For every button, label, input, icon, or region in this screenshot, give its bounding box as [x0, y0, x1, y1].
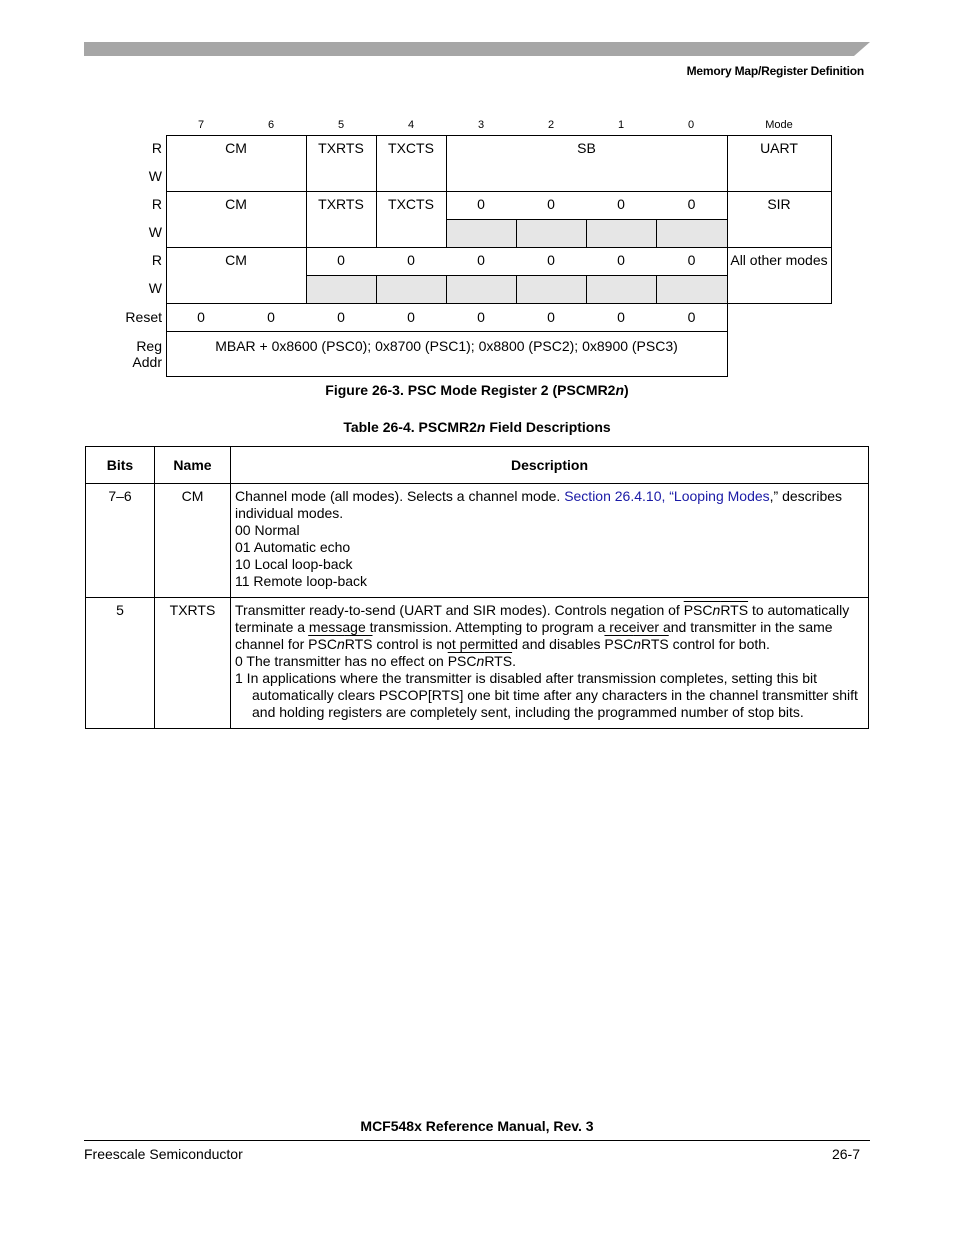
reset-value: 0 — [337, 309, 345, 325]
field-bit2: 0 — [547, 252, 555, 268]
page-number: 26-7 — [831, 1146, 860, 1162]
option-line: 00 Normal — [235, 522, 300, 538]
write-label: W — [148, 280, 162, 296]
option-line: 0 The transmitter has no effect on PSCnRTS. — [235, 653, 516, 669]
field-txrts: TXRTS — [318, 140, 364, 156]
bit-number: 1 — [617, 119, 625, 131]
table-row — [86, 598, 869, 729]
field-bit2: 0 — [547, 196, 555, 212]
field-bit5: 0 — [337, 252, 345, 268]
field-bit0: 0 — [687, 252, 696, 268]
column-header-bits: Bits — [86, 447, 155, 484]
option-line: 10 Local loop-back — [235, 556, 353, 572]
bit-number: 5 — [337, 119, 345, 131]
bits-cell: 5 — [86, 598, 155, 729]
looping-modes-link[interactable]: Section 26.4.10, “Looping Modes — [564, 488, 770, 504]
running-head: Memory Map/Register Definition — [686, 64, 864, 78]
field-bit1: 0 — [617, 196, 625, 212]
bits-cell: 7–6 — [86, 484, 155, 598]
field-descriptions-table — [85, 446, 869, 729]
description-text: Transmitter ready-to-send (UART and SIR modes). Controls negation of PSCnRTS to automatically terminate a message transmission. Attempting to program a receiver and transmitter in the same channel for PSCnRTS control is not permitted and disables PSCnRTS control for both. — [235, 602, 850, 652]
figure-caption: Figure 26-3. PSC Mode Register 2 (PSCMR2n) — [325, 382, 629, 398]
read-label: R — [151, 140, 162, 156]
field-bit4: 0 — [407, 252, 415, 268]
field-txcts: TXCTS — [388, 196, 434, 212]
option-line: 01 Automatic echo — [235, 539, 351, 555]
option-line: 11 Remote loop-back — [235, 573, 368, 589]
signal-pscnrts: PSCnRTS — [308, 636, 373, 652]
register-figure — [0, 0, 954, 380]
table-row — [86, 484, 869, 598]
read-label: R — [151, 252, 162, 268]
name-cell: TXRTS — [155, 598, 231, 729]
column-header-description: Description — [231, 447, 869, 484]
field-bit3: 0 — [477, 196, 485, 212]
bit-number: 7 — [197, 119, 205, 131]
reset-value: 0 — [547, 309, 555, 325]
bit-number: 3 — [477, 119, 485, 131]
write-label: W — [148, 168, 162, 184]
footer-rule — [84, 1140, 870, 1141]
column-header-name: Name — [155, 447, 231, 484]
description-text: Channel mode (all modes). Selects a channel mode. Section 26.4.10, “Looping Modes,” describes individual modes. — [235, 488, 843, 521]
signal-pscnrts: PSCnRTS — [604, 636, 669, 652]
bit-number: 2 — [547, 119, 555, 131]
reg-addr-label: Addr — [132, 354, 162, 370]
bit-number: 6 — [267, 119, 275, 131]
bit-number: 0 — [687, 119, 695, 131]
option-line: 1 In applications where the transmitter is disabled after transmission completes, setting this bit automatically clears PSCOP[RTS] one bit time after any characters in the channel transmitter shift and holding registers are completely sent, including the programmed number of stop bits. — [235, 670, 858, 720]
description-cell — [231, 598, 869, 729]
table-caption: Table 26-4. PSCMR2n Field Descriptions — [343, 419, 611, 435]
field-bit0: 0 — [687, 196, 696, 212]
description-cell — [231, 484, 869, 598]
field-cm: CM — [225, 252, 247, 268]
field-sb: SB — [577, 140, 596, 156]
signal-pscnrts: PSCnRTS — [683, 602, 749, 618]
mode-sir: SIR — [767, 196, 791, 212]
field-cm: CM — [225, 196, 247, 212]
reset-value: 0 — [197, 309, 205, 325]
reset-value: 0 — [267, 309, 275, 325]
mode-other: All other modes — [730, 252, 828, 268]
mode-uart: UART — [760, 140, 798, 156]
reset-label: Reset — [125, 309, 162, 325]
field-bit3: 0 — [477, 252, 485, 268]
field-txcts: TXCTS — [388, 140, 434, 156]
mode-header: Mode — [765, 119, 793, 131]
footer-title: MCF548x Reference Manual, Rev. 3 — [360, 1118, 594, 1134]
signal-pscnrts: PSCnRTS — [447, 653, 513, 669]
field-cm: CM — [225, 140, 247, 156]
footer-company: Freescale Semiconductor — [84, 1146, 243, 1162]
write-label: W — [148, 224, 162, 240]
field-bit1: 0 — [617, 252, 625, 268]
reg-addr-label: Reg — [136, 338, 162, 354]
reset-value: 0 — [687, 309, 696, 325]
field-txrts: TXRTS — [318, 196, 364, 212]
name-cell: CM — [155, 484, 231, 598]
reset-value: 0 — [617, 309, 625, 325]
reg-addr-value: MBAR + 0x8600 (PSC0); 0x8700 (PSC1); 0x8800 (PSC2); 0x8900 (PSC3) — [215, 338, 678, 354]
read-label: R — [151, 196, 162, 212]
bit-number: 4 — [407, 119, 415, 131]
reset-value: 0 — [407, 309, 415, 325]
reset-value: 0 — [477, 309, 485, 325]
table-header-row — [86, 447, 869, 484]
